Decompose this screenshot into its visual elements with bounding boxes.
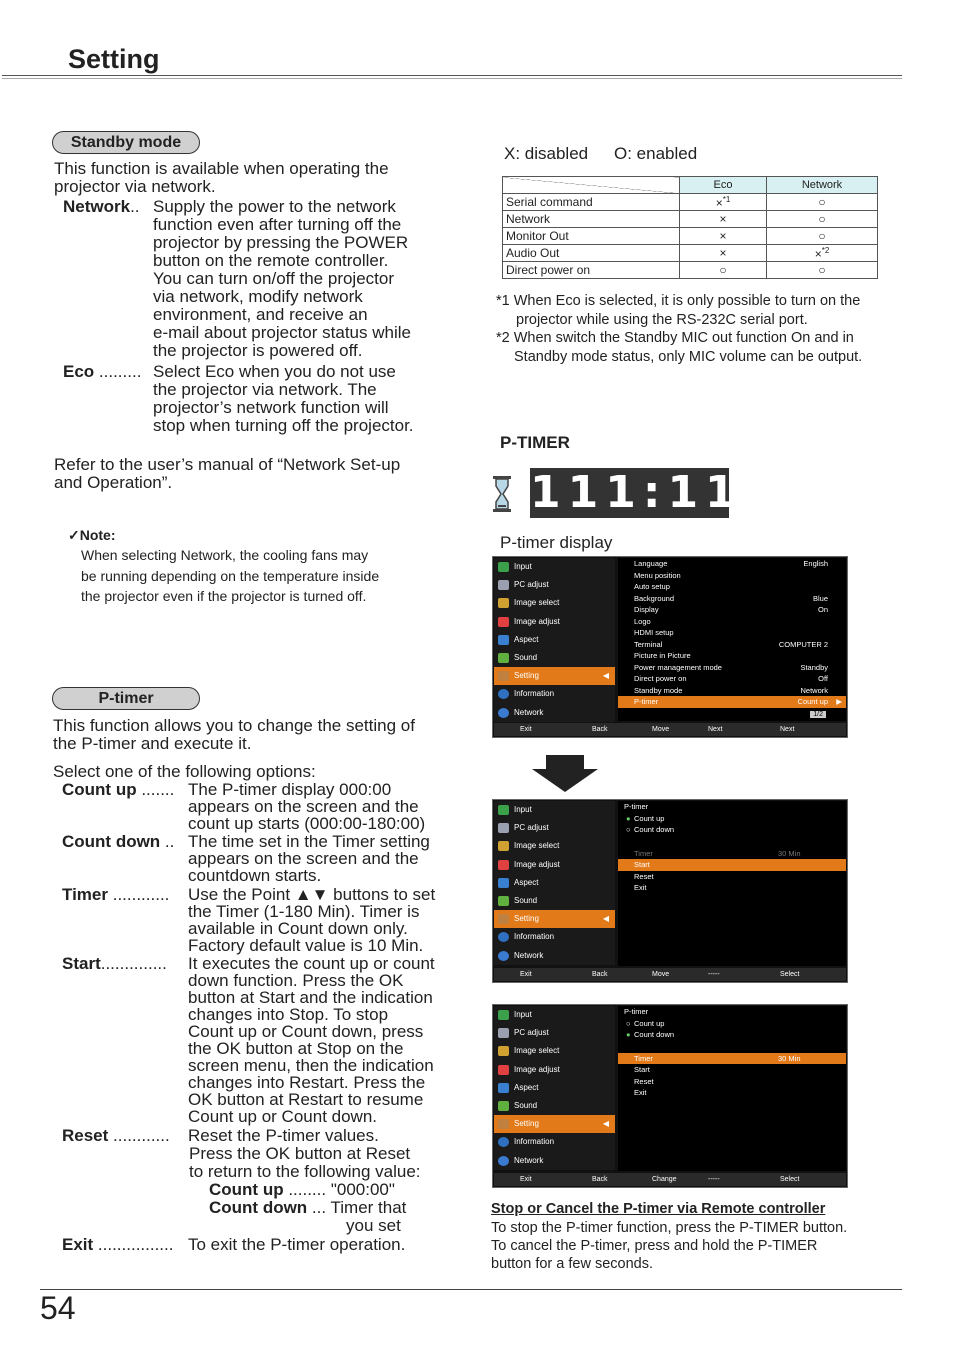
osd-setting-screen xyxy=(492,556,848,738)
osd-item[interactable]: HDMI setup xyxy=(634,628,674,637)
osd-menu-information[interactable]: Information xyxy=(494,928,615,946)
osd-menu-setting[interactable]: Setting ◀ xyxy=(494,910,615,928)
osd-menu-information[interactable]: Information xyxy=(494,1133,615,1151)
osd-menu-network[interactable]: Network xyxy=(494,704,615,722)
osd-page-indicator: 1/2 xyxy=(810,711,826,718)
osd-item[interactable]: Auto setup xyxy=(634,582,670,591)
osd-menu-aspect[interactable]: Aspect xyxy=(494,1079,615,1097)
section-title: Setting xyxy=(68,44,160,74)
osd-item[interactable]: Terminal COMPUTER 2 xyxy=(634,639,828,649)
osd-opt-countup[interactable]: ● Count up xyxy=(626,813,665,823)
osd-item[interactable]: Language English xyxy=(634,559,828,568)
osd-menu-network[interactable]: Network xyxy=(494,1152,615,1170)
osd-item-reset[interactable]: Reset xyxy=(634,871,654,881)
refer-text: Refer to the user’s manual of “Network Set-up and Operation”. xyxy=(54,455,401,492)
image-adjust-icon xyxy=(498,860,509,870)
pc-adjust-icon xyxy=(498,580,509,590)
osd-item-start[interactable]: Start xyxy=(634,1065,650,1074)
information-icon xyxy=(498,1137,509,1147)
osd-menu-pc-adjust[interactable]: PC adjust xyxy=(494,576,615,594)
osd-ptimer-title: P-timer xyxy=(624,802,649,811)
standby-mode-pill: Standby mode xyxy=(52,131,200,154)
standby-intro: This function is available when operating the projector via network. xyxy=(54,159,389,196)
table-row: Serial command ×$^{*1}$ ○ xyxy=(503,194,878,211)
network-icon xyxy=(498,708,509,718)
osd-menu-image-select[interactable]: Image select xyxy=(494,594,615,612)
osd-item[interactable]: Menu position xyxy=(634,570,681,580)
table-row: Direct power on ○ ○ xyxy=(503,262,878,279)
osd-menu-sound[interactable]: Sound xyxy=(494,892,615,910)
information-icon xyxy=(498,932,509,942)
osd-item[interactable]: Picture in Picture xyxy=(634,651,691,660)
ptimer-pill: P-timer xyxy=(52,687,200,710)
eco-desc: Select Eco when you do not use the projector via network. The projector’s network function will stop when turning off the projector. xyxy=(153,362,414,435)
header-eco: Eco xyxy=(680,177,767,194)
osd-bottom-bar: Exit Back Change ----- Select xyxy=(494,1173,846,1186)
osd-item-start[interactable]: Start xyxy=(618,859,846,871)
information-icon xyxy=(498,689,509,699)
osd-item[interactable]: Power management mode Standby xyxy=(634,662,828,672)
sound-icon xyxy=(498,896,509,906)
osd-item[interactable]: Logo xyxy=(634,616,651,626)
standby-function-table xyxy=(502,176,878,279)
aspect-icon xyxy=(498,878,509,888)
pc-adjust-icon xyxy=(498,823,509,833)
table-row: Network × ○ xyxy=(503,211,878,228)
image-select-icon xyxy=(498,1046,509,1056)
osd-menu-sound[interactable]: Sound xyxy=(494,649,615,667)
top-rule xyxy=(2,75,902,79)
pc-adjust-icon xyxy=(498,1028,509,1038)
network-icon xyxy=(498,951,509,961)
ptimer-select: Select one of the following options: xyxy=(53,762,316,781)
ptimer-intro: This function allows you to change the setting of the P-timer and execute it. xyxy=(53,716,415,753)
osd-menu-image-select[interactable]: Image select xyxy=(494,837,615,855)
osd-menu-input[interactable]: Input xyxy=(494,801,615,819)
note-text: When selecting Network, the cooling fans may be running depending on the temperature inside the projector even if the projector is turned off. xyxy=(81,547,380,604)
osd-menu-setting[interactable]: Setting ◀ xyxy=(494,667,615,685)
osd-opt-countdown[interactable]: ○ Count down xyxy=(626,825,675,834)
osd-menu-input[interactable]: Input xyxy=(494,1006,615,1024)
table-row: Monitor Out × ○ xyxy=(503,228,878,245)
osd-menu-image-adjust[interactable]: Image adjust xyxy=(494,1061,615,1079)
osd-opt-countup[interactable]: ○ Count up xyxy=(626,1018,665,1028)
osd-ptimer-screen xyxy=(492,799,848,983)
ptimer-display-caption: P-timer display xyxy=(500,533,613,552)
osd-item-reset[interactable]: Reset xyxy=(634,1076,654,1086)
hourglass-icon xyxy=(492,476,512,512)
setting-icon xyxy=(498,914,509,924)
osd-menu-input[interactable]: Input xyxy=(494,558,615,576)
osd-item-exit[interactable]: Exit xyxy=(634,1088,647,1097)
image-adjust-icon xyxy=(498,617,509,627)
osd-menu-network[interactable]: Network xyxy=(494,947,615,965)
osd-menu-aspect[interactable]: Aspect xyxy=(494,874,615,892)
setting-icon xyxy=(498,671,509,681)
sound-icon xyxy=(498,1101,509,1111)
stop-text: To stop the P-timer function, press the P-TIMER button. To cancel the P-timer, press and hold the P-TIMER button for a few seconds. xyxy=(491,1220,848,1272)
osd-item-ptimer[interactable]: P-timer Count up ▶ xyxy=(618,696,846,708)
image-select-icon xyxy=(498,841,509,851)
image-adjust-icon xyxy=(498,1065,509,1075)
header-network: Network xyxy=(767,177,878,194)
footnote-1: *1 When Eco is selected, it is only possible to turn on the projector while using the RS-232C serial port. xyxy=(496,293,861,328)
bottom-rule xyxy=(40,1289,902,1290)
setting-icon xyxy=(498,1119,509,1129)
image-select-icon xyxy=(498,598,509,608)
footnote-2: *2 When switch the Standby MIC out function On and in Standby mode status, only MIC volume can be output. xyxy=(496,330,863,365)
note-label: ✓Note: xyxy=(68,527,116,543)
ptimer-display: 111:11 xyxy=(530,467,743,518)
network-term: Network.. xyxy=(63,197,140,216)
osd-menu-setting[interactable]: Setting ◀ xyxy=(494,1115,615,1133)
sound-icon xyxy=(498,653,509,663)
down-arrow-icon xyxy=(532,755,598,797)
osd-timer-row[interactable]: Timer 30 Min xyxy=(618,1053,846,1065)
osd-timer-row: Timer 30 Min xyxy=(634,848,801,858)
osd-item[interactable]: Display On xyxy=(634,605,828,614)
osd-ptimer-timer-screen xyxy=(492,1004,848,1188)
osd-menu-image-adjust[interactable]: Image adjust xyxy=(494,856,615,874)
eco-term: Eco ......... xyxy=(63,362,142,381)
osd-item-exit[interactable]: Exit xyxy=(634,883,647,892)
osd-bottom-bar: Exit Back Move ----- Select xyxy=(494,968,846,981)
osd-item[interactable]: Standby mode Network xyxy=(634,685,828,695)
osd-opt-countdown[interactable]: ● Count down xyxy=(626,1030,675,1039)
osd-menu-information[interactable]: Information xyxy=(494,685,615,703)
table-row: Audio Out × ×$^{*2}$ xyxy=(503,245,878,262)
aspect-icon xyxy=(498,1083,509,1093)
page-number: 54 xyxy=(40,1290,76,1326)
osd-item[interactable]: Background Blue xyxy=(634,593,828,603)
osd-ptimer-title: P-timer xyxy=(624,1007,649,1016)
legend-enabled: O: enabled xyxy=(614,144,698,163)
osd-menu-image-adjust[interactable]: Image adjust xyxy=(494,613,615,631)
osd-menu-image-select[interactable]: Image select xyxy=(494,1042,615,1060)
aspect-icon xyxy=(498,635,509,645)
osd-menu-sound[interactable]: Sound xyxy=(494,1097,615,1115)
osd-menu-pc-adjust[interactable]: PC adjust xyxy=(494,1024,615,1042)
network-icon xyxy=(498,1156,509,1166)
stop-heading: Stop or Cancel the P-timer via Remote controller xyxy=(491,1201,826,1217)
osd-menu-pc-adjust[interactable]: PC adjust xyxy=(494,819,615,837)
network-desc: Supply the power to the network function even after turning off the projector by pressing the POWER button on the remote controller. You can turn on/off the projector via network, modify network environment, and receive an e-mail about projector status while the projector is powered off. xyxy=(153,197,411,360)
osd-bottom-bar: Exit Back Move Next Next xyxy=(494,723,846,736)
osd-item[interactable]: Direct power on Off xyxy=(634,674,828,683)
ptimer-heading: P-TIMER xyxy=(500,433,570,452)
osd-menu-aspect[interactable]: Aspect xyxy=(494,631,615,649)
legend-disabled: X: disabled xyxy=(504,144,589,163)
input-icon xyxy=(498,805,509,815)
input-icon xyxy=(498,562,509,572)
input-icon xyxy=(498,1010,509,1020)
